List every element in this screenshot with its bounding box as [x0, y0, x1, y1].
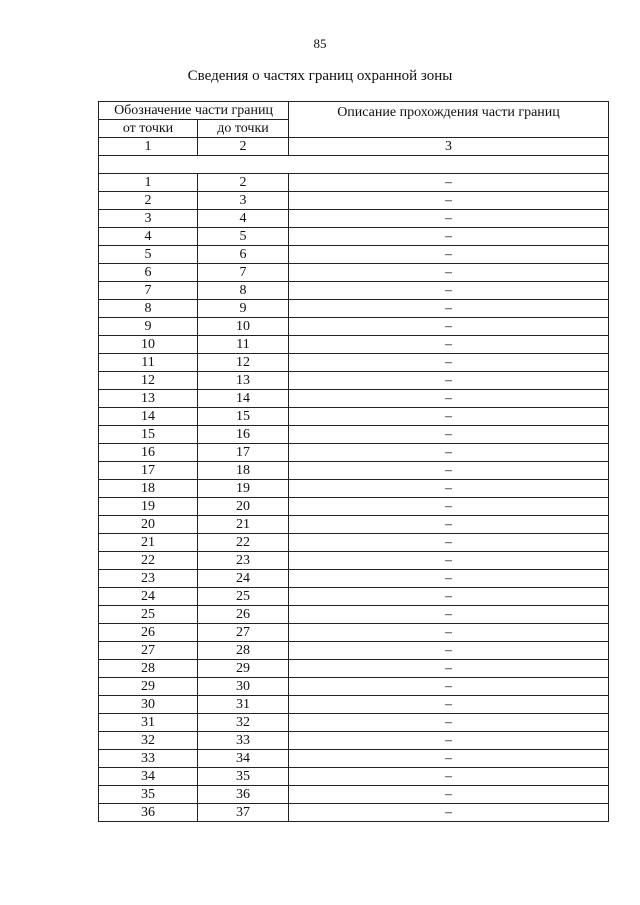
cell-to: 18	[198, 462, 289, 480]
cell-desc: –	[289, 408, 609, 426]
cell-to: 7	[198, 264, 289, 282]
cell-to: 30	[198, 678, 289, 696]
table-row	[99, 786, 609, 804]
table-row	[99, 678, 609, 696]
cell-desc: –	[289, 480, 609, 498]
cell-to: 13	[198, 372, 289, 390]
cell-desc: –	[289, 498, 609, 516]
cell-from: 31	[99, 714, 198, 732]
cell-from: 2	[99, 192, 198, 210]
table-row	[99, 246, 609, 264]
cell-from: 36	[99, 804, 198, 822]
cell-to: 3	[198, 192, 289, 210]
table-row	[99, 408, 609, 426]
cell-from: 3	[99, 210, 198, 228]
table-row	[99, 714, 609, 732]
table-row	[99, 768, 609, 786]
cell-desc: –	[289, 804, 609, 822]
column-number-row	[99, 138, 609, 156]
header-from-cell: от точки	[99, 120, 198, 138]
header-group-cell: Обозначение части границ	[99, 102, 289, 120]
cell-desc: –	[289, 426, 609, 444]
table-row	[99, 318, 609, 336]
cell-desc: –	[289, 282, 609, 300]
table-row	[99, 660, 609, 678]
table-row	[99, 174, 609, 192]
cell-to: 20	[198, 498, 289, 516]
cell-desc: –	[289, 642, 609, 660]
cell-desc: –	[289, 750, 609, 768]
column-number-3: 3	[289, 138, 609, 156]
cell-to: 26	[198, 606, 289, 624]
cell-to: 33	[198, 732, 289, 750]
header-description-cell: Описание прохождения части границ	[289, 102, 609, 138]
cell-to: 27	[198, 624, 289, 642]
cell-to: 37	[198, 804, 289, 822]
cell-to: 24	[198, 570, 289, 588]
table-row	[99, 642, 609, 660]
cell-desc: –	[289, 192, 609, 210]
cell-from: 11	[99, 354, 198, 372]
cell-to: 2	[198, 174, 289, 192]
table-row	[99, 192, 609, 210]
cell-from: 30	[99, 696, 198, 714]
cell-to: 14	[198, 390, 289, 408]
table-row	[99, 444, 609, 462]
table-row	[99, 624, 609, 642]
table-row	[99, 210, 609, 228]
cell-to: 35	[198, 768, 289, 786]
cell-desc: –	[289, 372, 609, 390]
cell-to: 10	[198, 318, 289, 336]
cell-from: 7	[99, 282, 198, 300]
cell-to: 16	[198, 426, 289, 444]
cell-from: 10	[99, 336, 198, 354]
table-row	[99, 264, 609, 282]
cell-to: 23	[198, 552, 289, 570]
cell-desc: –	[289, 606, 609, 624]
header-row-1	[99, 102, 609, 120]
table-row	[99, 498, 609, 516]
cell-from: 28	[99, 660, 198, 678]
boundary-table	[98, 101, 609, 822]
table-row	[99, 228, 609, 246]
cell-desc: –	[289, 300, 609, 318]
cell-from: 4	[99, 228, 198, 246]
cell-to: 22	[198, 534, 289, 552]
table-row	[99, 516, 609, 534]
separator-row	[99, 156, 609, 174]
cell-from: 34	[99, 768, 198, 786]
table-row	[99, 750, 609, 768]
table-row	[99, 480, 609, 498]
cell-to: 5	[198, 228, 289, 246]
cell-desc: –	[289, 660, 609, 678]
cell-from: 21	[99, 534, 198, 552]
cell-from: 24	[99, 588, 198, 606]
cell-to: 19	[198, 480, 289, 498]
cell-from: 32	[99, 732, 198, 750]
table-row	[99, 462, 609, 480]
cell-desc: –	[289, 714, 609, 732]
cell-desc: –	[289, 246, 609, 264]
cell-to: 31	[198, 696, 289, 714]
table-row	[99, 534, 609, 552]
cell-desc: –	[289, 318, 609, 336]
cell-desc: –	[289, 696, 609, 714]
table-row	[99, 570, 609, 588]
cell-from: 12	[99, 372, 198, 390]
cell-from: 25	[99, 606, 198, 624]
table-row	[99, 282, 609, 300]
cell-desc: –	[289, 462, 609, 480]
cell-from: 33	[99, 750, 198, 768]
cell-from: 26	[99, 624, 198, 642]
cell-from: 1	[99, 174, 198, 192]
cell-desc: –	[289, 552, 609, 570]
cell-to: 21	[198, 516, 289, 534]
cell-desc: –	[289, 210, 609, 228]
separator-cell	[99, 156, 609, 174]
cell-desc: –	[289, 516, 609, 534]
cell-from: 17	[99, 462, 198, 480]
table-row	[99, 354, 609, 372]
cell-desc: –	[289, 588, 609, 606]
cell-desc: –	[289, 732, 609, 750]
cell-to: 11	[198, 336, 289, 354]
column-number-2: 2	[198, 138, 289, 156]
cell-to: 9	[198, 300, 289, 318]
table-row	[99, 300, 609, 318]
cell-from: 15	[99, 426, 198, 444]
table-row	[99, 552, 609, 570]
table-row	[99, 336, 609, 354]
table-row	[99, 426, 609, 444]
cell-desc: –	[289, 444, 609, 462]
cell-from: 35	[99, 786, 198, 804]
page-title: Сведения о частях границ охранной зоны	[187, 68, 453, 84]
cell-to: 6	[198, 246, 289, 264]
cell-from: 18	[99, 480, 198, 498]
cell-from: 19	[99, 498, 198, 516]
cell-from: 27	[99, 642, 198, 660]
cell-from: 20	[99, 516, 198, 534]
table-row	[99, 606, 609, 624]
cell-desc: –	[289, 228, 609, 246]
cell-to: 28	[198, 642, 289, 660]
table-row	[99, 372, 609, 390]
cell-desc: –	[289, 264, 609, 282]
cell-desc: –	[289, 390, 609, 408]
cell-from: 22	[99, 552, 198, 570]
header-to-cell: до точки	[198, 120, 289, 138]
cell-desc: –	[289, 354, 609, 372]
cell-desc: –	[289, 768, 609, 786]
cell-from: 6	[99, 264, 198, 282]
table-row	[99, 804, 609, 822]
cell-from: 16	[99, 444, 198, 462]
cell-desc: –	[289, 174, 609, 192]
cell-desc: –	[289, 786, 609, 804]
cell-from: 5	[99, 246, 198, 264]
cell-desc: –	[289, 570, 609, 588]
cell-from: 13	[99, 390, 198, 408]
cell-to: 36	[198, 786, 289, 804]
cell-to: 25	[198, 588, 289, 606]
table-row	[99, 390, 609, 408]
cell-to: 12	[198, 354, 289, 372]
cell-desc: –	[289, 336, 609, 354]
cell-from: 23	[99, 570, 198, 588]
cell-desc: –	[289, 534, 609, 552]
cell-from: 29	[99, 678, 198, 696]
cell-to: 32	[198, 714, 289, 732]
column-number-1: 1	[99, 138, 198, 156]
cell-from: 8	[99, 300, 198, 318]
cell-to: 29	[198, 660, 289, 678]
cell-to: 17	[198, 444, 289, 462]
cell-desc: –	[289, 624, 609, 642]
page-number: 85	[313, 36, 327, 51]
table-row	[99, 696, 609, 714]
table-row	[99, 732, 609, 750]
cell-from: 9	[99, 318, 198, 336]
cell-to: 4	[198, 210, 289, 228]
cell-from: 14	[99, 408, 198, 426]
cell-desc: –	[289, 678, 609, 696]
cell-to: 8	[198, 282, 289, 300]
table-row	[99, 588, 609, 606]
cell-to: 34	[198, 750, 289, 768]
cell-to: 15	[198, 408, 289, 426]
